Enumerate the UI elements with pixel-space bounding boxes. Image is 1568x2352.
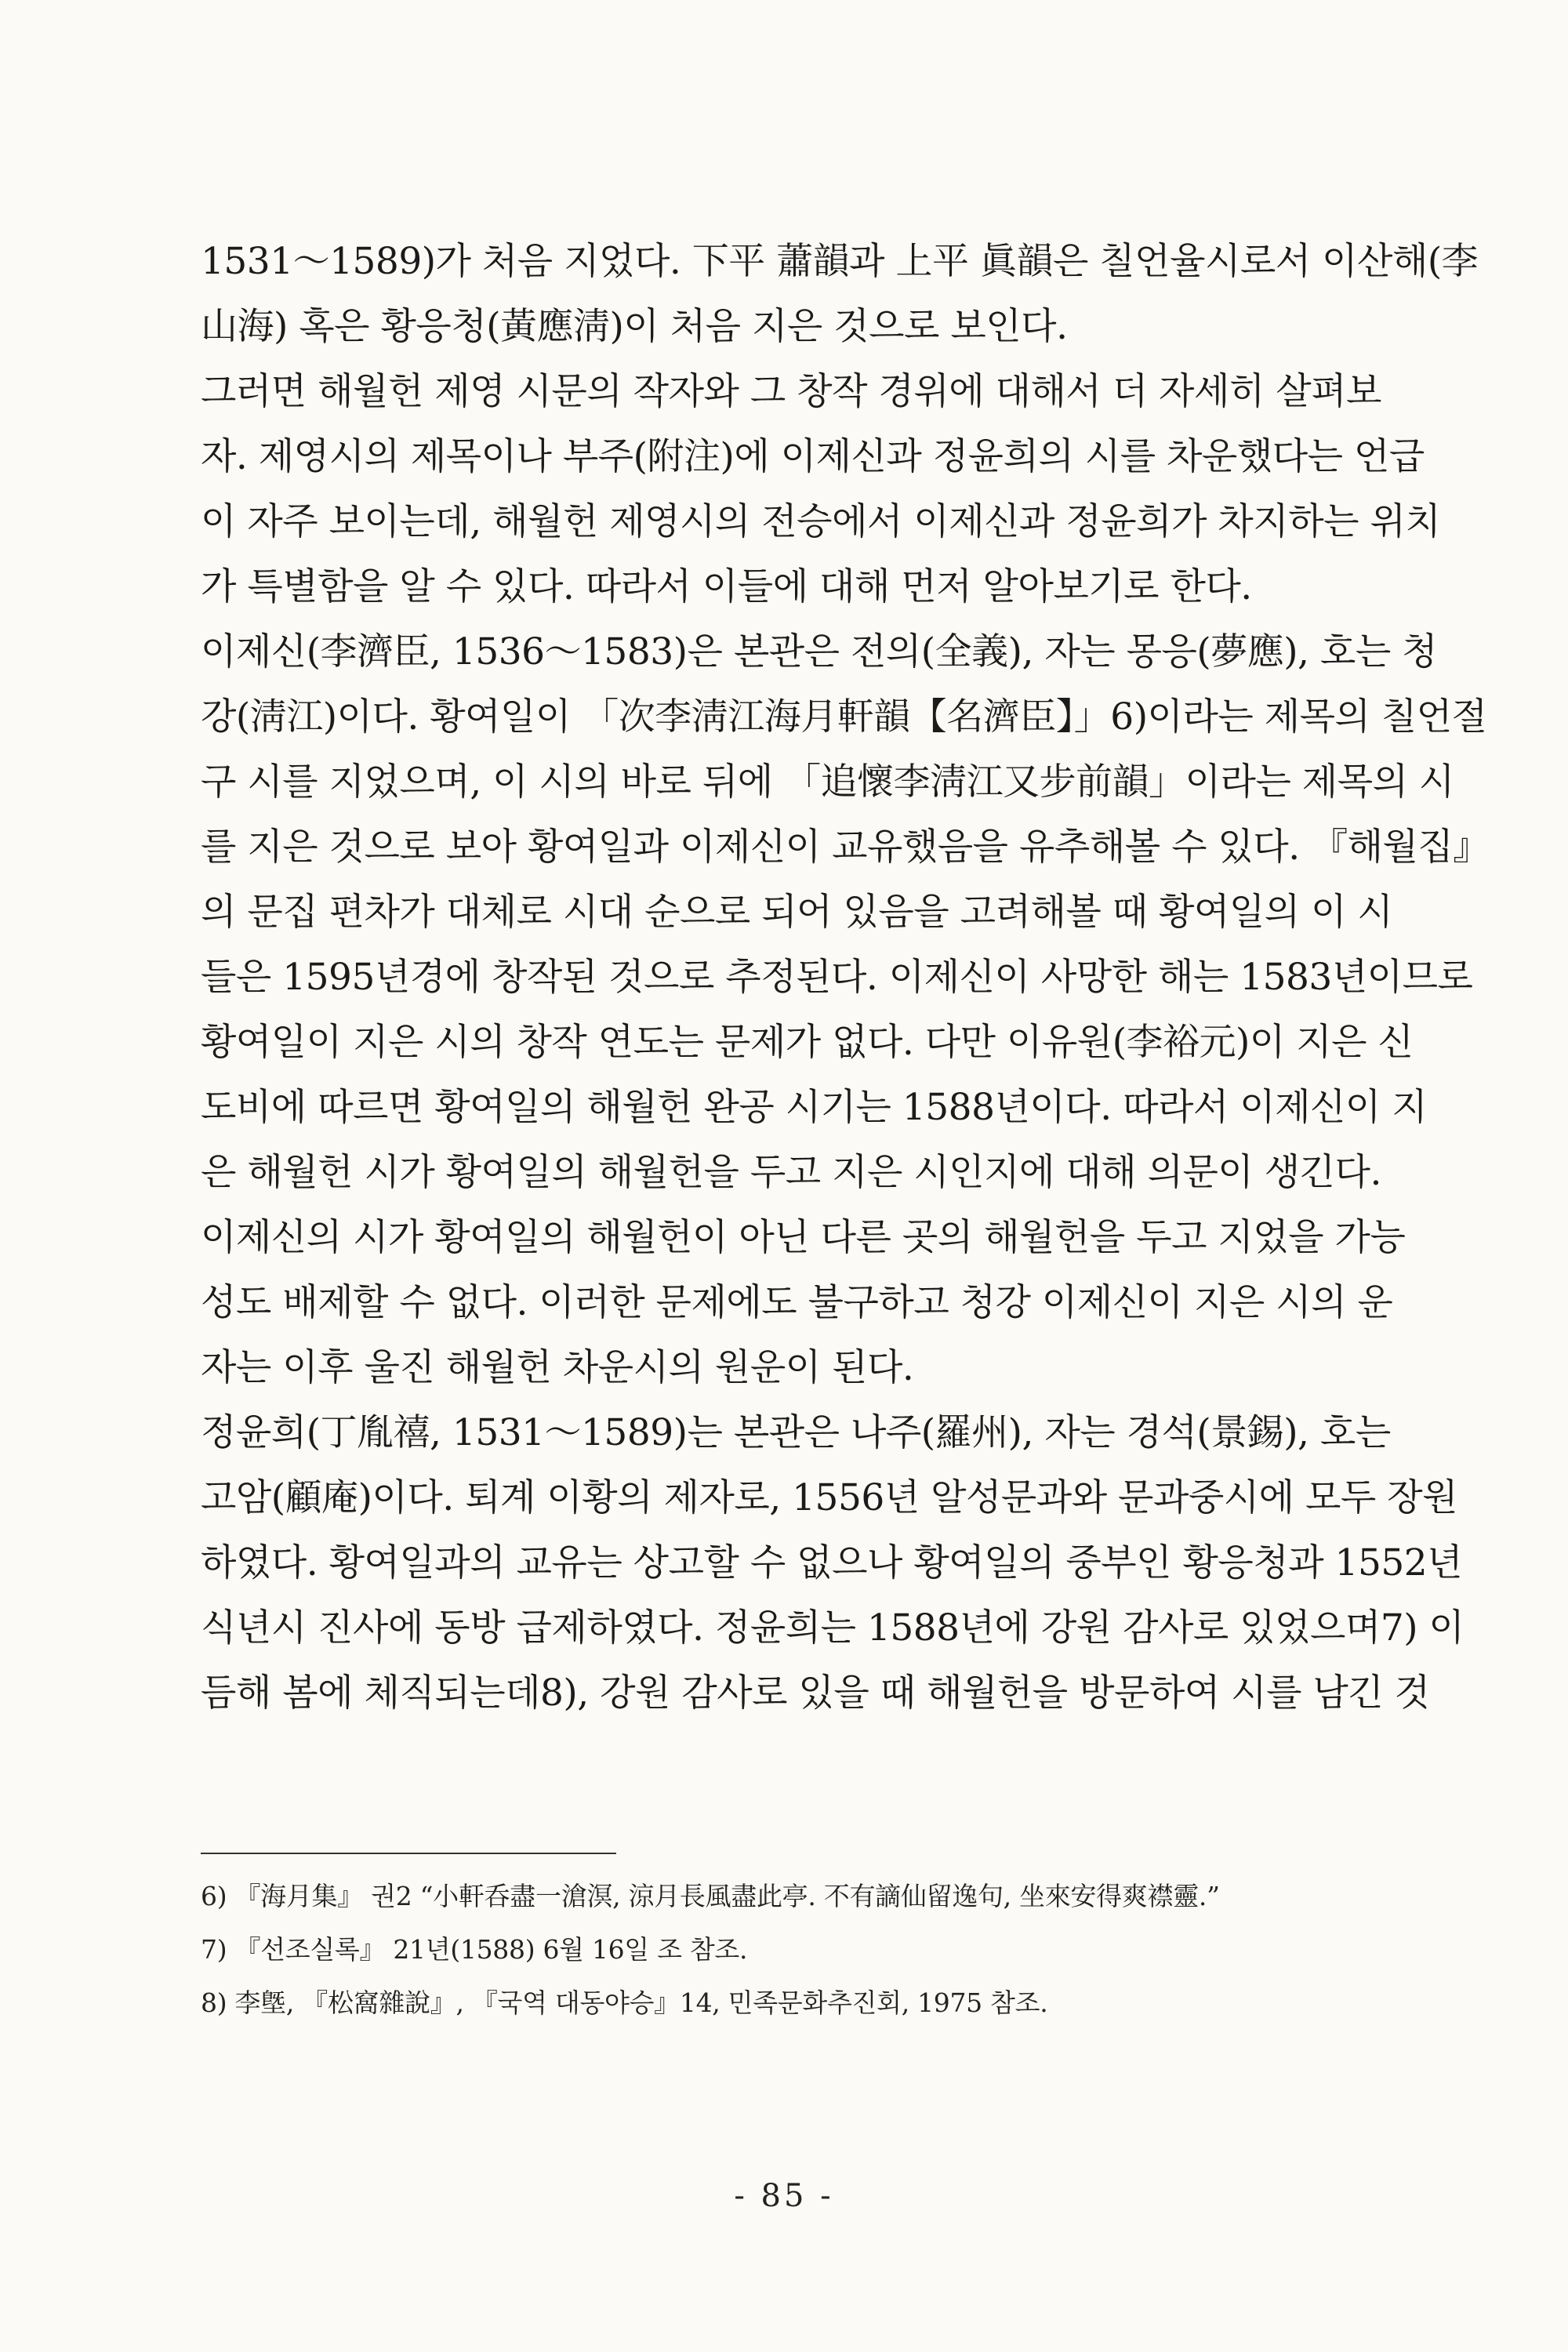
body-line: 듬해 봄에 체직되는데8), 강원 감사로 있을 때 해월헌을 방문하여 시를 남긴 것 [201, 1671, 1430, 1715]
footnote-7: 7) 『선조실록』 21년(1588) 6월 16일 조 참조. [201, 1934, 748, 1965]
body-line: 하였다. 황여일과의 교유는 상고할 수 없으나 황여일의 중부인 황응청과 1552년 [201, 1541, 1463, 1584]
body-line: 그러면 해월헌 제영 시문의 작자와 그 창작 경위에 대해서 더 자세히 살펴보 [201, 370, 1381, 413]
body-line: 강(淸江)이다. 황여일이 「次李淸江海月軒韻【名濟臣】」6)이라는 제목의 칠언절 [201, 695, 1487, 739]
page-number: - 85 - [734, 2178, 834, 2214]
body-text [201, 229, 1490, 1726]
body-line: 도비에 따르면 황여일의 해월헌 완공 시기는 1588년이다. 따라서 이제신이 지 [201, 1086, 1428, 1129]
footnote-8: 8) 李墍, 『松窩雜說』, 『국역 대동야승』14, 민족문화추진회, 1975 참조. [201, 1987, 1048, 2018]
body-line: 은 해월헌 시가 황여일의 해월헌을 두고 지은 시인지에 대해 의문이 생긴다. [201, 1151, 1381, 1194]
body-line: 자. 제영시의 제목이나 부주(附注)에 이제신과 정윤희의 시를 차운했다는 언급 [201, 435, 1425, 478]
body-line: 가 특별함을 알 수 있다. 따라서 이들에 대해 먼저 알아보기로 한다. [201, 565, 1252, 608]
body-line: 식년시 진사에 동방 급제하였다. 정윤희는 1588년에 강원 감사로 있었으며7) 이 [201, 1606, 1465, 1650]
body-line: 황여일이 지은 시의 창작 연도는 문제가 없다. 다만 이유원(李裕元)이 지은 신 [201, 1021, 1414, 1064]
body-line: 정윤희(丁胤禧, 1531～1589)는 본관은 나주(羅州), 자는 경석(景錫), 호는 [201, 1411, 1391, 1454]
body-line: 자는 이후 울진 해월헌 차운시의 원운이 된다. [201, 1346, 914, 1389]
footnote-divider [201, 1853, 616, 1854]
body-line: 구 시를 지었으며, 이 시의 바로 뒤에 「追懷李淸江又步前韻」이라는 제목의 시 [201, 760, 1454, 804]
body-line: 의 문집 편차가 대체로 시대 순으로 되어 있음을 고려해볼 때 황여일의 이 시 [201, 891, 1393, 934]
body-line: 를 지은 것으로 보아 황여일과 이제신이 교유했음을 유추해볼 수 있다. 『해월집』 [201, 826, 1490, 869]
body-line: 1531～1589)가 처음 지었다. 下平 蕭韻과 上平 眞韻은 칠언율시로서 이산해(李 [201, 240, 1479, 283]
body-line: 이제신(李濟臣, 1536～1583)은 본관은 전의(全義), 자는 몽응(夢應), 호는 청 [201, 630, 1438, 673]
footnotes [201, 1870, 1367, 2030]
footnote-6: 6) 『海月集』 권2 “小軒呑盡一滄溟, 涼月長風盡此亭. 不有謫仙留逸句, 坐來安得爽襟靈.” [201, 1881, 1220, 1911]
body-line: 山海) 혹은 황응청(黃應淸)이 처음 지은 것으로 보인다. [201, 305, 1068, 348]
body-line: 성도 배제할 수 없다. 이러한 문제에도 불구하고 청강 이제신이 지은 시의 운 [201, 1281, 1393, 1324]
body-line: 이 자주 보이는데, 해월헌 제영시의 전승에서 이제신과 정윤희가 차지하는 위치 [201, 500, 1441, 543]
body-line: 고암(顧庵)이다. 퇴계 이황의 제자로, 1556년 알성문과와 문과중시에 모두 장원 [201, 1476, 1458, 1519]
body-line: 들은 1595년경에 창작된 것으로 추정된다. 이제신이 사망한 해는 1583년이므로 [201, 956, 1473, 999]
body-line: 이제신의 시가 황여일의 해월헌이 아닌 다른 곳의 해월헌을 두고 지었을 가능 [201, 1216, 1406, 1259]
